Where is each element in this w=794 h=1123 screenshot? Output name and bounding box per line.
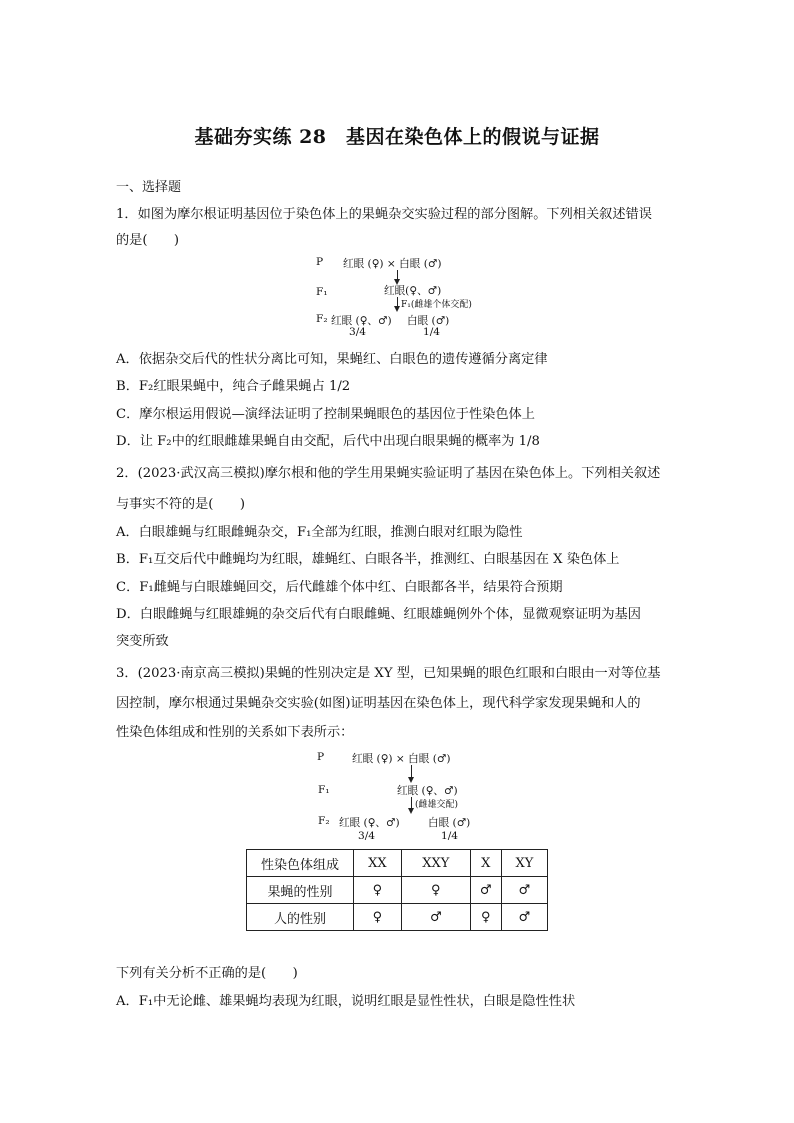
q1-f1-text: 红眼(♀、♂) [384,285,442,297]
table-cell: ♂ [401,904,470,931]
sex-chromosome-table [246,849,548,931]
q3-stem-line2: 因控制，摩尔根通过果蝇杂交实验(如图)证明基因在染色体上，现代科学家发现果蝇和人的 [116,696,641,711]
q3-arrow-head-f1-f2 [408,808,414,814]
q1-p-cross: 红眼 (♀) × 白眼 (♂) [343,258,442,270]
table-cell: ♀ [354,904,402,931]
q3-p-cross: 红眼 (♀) × 白眼 (♂) [352,753,451,765]
q2-stem-line1: 2．(2023·武汉高三模拟)摩尔根和他的学生用果蝇实验证明了基因在染色体上。下列相关叙述 [116,466,661,481]
q1-stem-line2: 的是( ) [116,233,180,248]
q3-p-label: P [317,751,325,763]
table-header-cell: XY [501,850,547,877]
q1-option-a: A．依据杂交后代的性状分离比可知，果蝇红、白眼色的遗传遵循分离定律 [116,352,548,367]
q2-option-d: D．白眼雌蝇与红眼雄蝇的杂交后代有白眼雌蝇、红眼雄蝇例外个体，显微观察证明为基因 [116,607,641,622]
q1-p-label: P [316,256,324,268]
table-cell: ♂ [501,904,547,931]
q2-option-a: A．白眼雄蝇与红眼雌蝇杂交，F₁全部为红眼，推测白眼对红眼为隐性 [116,525,523,540]
q3-f1-note: (雌雄交配) [415,800,459,810]
section-heading: 一、选择题 [116,180,182,195]
q1-ratio-white: 1/4 [423,326,441,338]
q1-f2-red: 红眼 (♀、♂) [331,315,392,327]
table-header-cell: X [470,850,501,877]
table-header-row [247,850,548,877]
table-cell: 果蝇的性别 [247,877,354,904]
q3-f2-red: 红眼 (♀、♂) [339,817,400,829]
q2-option-d-cont: 突变所致 [116,634,169,649]
q1-stem-line1: 1．如图为摩尔根证明基因位于染色体上的果蝇杂交实验过程的部分图解。下列相关叙述错误 [116,207,652,222]
q3-option-a: A．F₁中无论雌、雄果蝇均表现为红眼，说明红眼是显性性状，白眼是隐性性状 [116,994,576,1009]
table-cell: 人的性别 [247,904,354,931]
q3-f2-white: 白眼 (♂) [428,817,471,829]
q3-f1-text: 红眼 (♀、♂) [397,785,458,797]
q1-f2-label: F₂ [316,313,328,325]
q1-ratio-red: 3/4 [349,326,367,338]
q3-ratio-white: 1/4 [441,830,459,842]
q1-arrow-head-f1-f2 [394,306,400,312]
q3-prompt: 下列有关分析不正确的是( ) [116,966,298,981]
table-cell: ♀ [401,877,470,904]
q2-stem-line2: 与事实不符的是( ) [116,497,245,512]
q2-option-c: C．F₁雌蝇与白眼雄蝇回交，后代雌雄个体中红、白眼都各半，结果符合预期 [116,580,563,595]
table-cell: ♂ [501,877,547,904]
table-row [247,877,548,904]
q1-f1-label: F₁ [316,286,328,298]
q3-ratio-red: 3/4 [358,830,376,842]
page-title: 基础夯实练 28 基因在染色体上的假说与证据 [194,126,600,148]
table-header-cell: 性染色体组成 [247,850,354,877]
q1-option-b: B．F₂红眼果蝇中，纯合子雌果蝇占 1/2 [116,379,351,394]
q3-stem-line1: 3．(2023·南京高三模拟)果蝇的性别决定是 XY 型，已知果蝇的眼色红眼和白眼由一对等位基 [116,666,661,681]
q3-f2-label: F₂ [318,815,330,827]
q1-option-d: D．让 F₂中的红眼雌雄果蝇自由交配，后代中出现白眼果蝇的概率为 1/8 [116,434,540,449]
table-header-cell: XXY [401,850,470,877]
q1-option-c: C．摩尔根运用假说—演绎法证明了控制果蝇眼色的基因位于性染色体上 [116,407,535,422]
table-cell: ♀ [354,877,402,904]
q3-f1-label: F₁ [318,784,330,796]
q1-f1-note: F₁(雌雄个体交配) [401,300,472,310]
table-cell: ♂ [470,877,501,904]
table-cell: ♀ [470,904,501,931]
q3-stem-line3: 性染色体组成和性别的关系如下表所示： [116,725,354,740]
table-header-cell: XX [354,850,402,877]
q2-option-b: B．F₁互交后代中雌蝇均为红眼，雄蝇红、白眼各半，推测红、白眼基因在 X 染色体上 [116,552,620,567]
q1-f2-white: 白眼 (♂) [407,315,450,327]
table-row [247,904,548,931]
